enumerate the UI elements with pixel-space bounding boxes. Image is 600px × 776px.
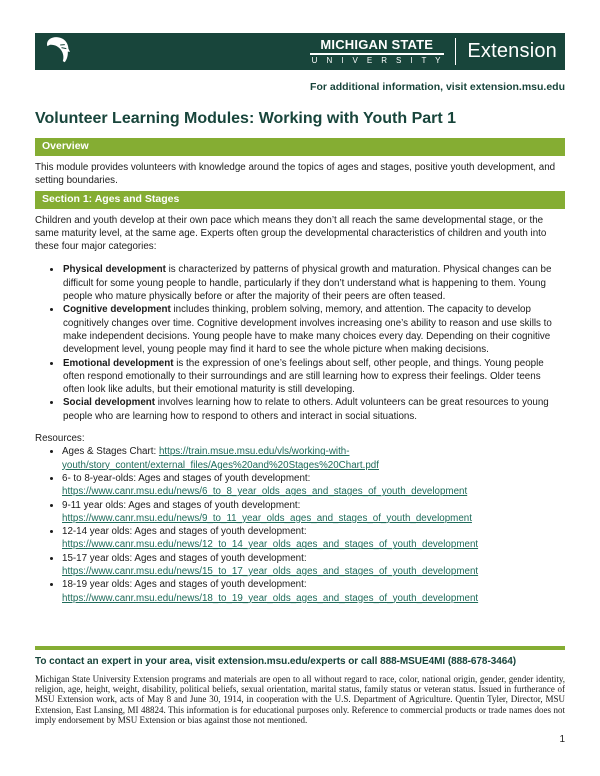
bullet-cognitive-development [62,303,565,356]
resource-18-to-19 [62,578,565,605]
resource-label: 6- to 8-year-olds: Ages and stages of youth development: [62,472,311,484]
resources-label: Resources: [35,433,85,445]
section1-header: Section 1: Ages and Stages [35,191,565,209]
nondiscrimination-disclaimer: Michigan State University Extension programs and materials are open to all without regard to race, color, national origin, gender, gender identity, religion, age, height, weight, disability, political beliefs, sexual orientation, marital status, family status or veteran status. Issued in furtherance of MSU Extension work, acts of May 8 and June 30, 1914, in cooperation with the U.S. Department of Agriculture. Quentin Tyler, Director, MSU Extension, East Lansing, MI 48824. This information is for educational purposes only. Reference to commercial products or trade names does not imply endorsement by MSU Extension or bias against those not mentioned. [35,674,565,725]
msu-extension-brand [310,38,557,66]
bullet-lead: Physical development [63,264,166,276]
resource-link[interactable]: https://www.canr.msu.edu/news/9_to_11_year_olds_ages_and_stages_of_youth_development [62,512,472,524]
overview-section-header: Overview [35,138,565,156]
bullet-text: involves learning how to relate to others. Adult volunteers can be great resources to young people who are learning how to respond to others and interact in social situations. [63,397,549,422]
resource-link[interactable]: https://www.canr.msu.edu/news/15_to_17_year_olds_ages_and_stages_of_youth_development [62,566,479,578]
page-footer [35,646,565,745]
bullet-text: includes thinking, problem solving, memory, and attention. The capacity to develop cognitively changes over time. Cognitive development involves increasing one’s ability to reason and use skills to make independent decisions. Young people have to make many choices every day. Depending on their cognitive development level, young people may find it hard to see the whole picture when making decisions. [63,304,552,356]
bullet-social-development [62,396,565,423]
page-number: 1 [559,734,565,746]
resource-link[interactable]: https://www.canr.msu.edu/news/18_to_19_year_olds_ages_and_stages_of_youth_development [62,592,479,604]
bullet-lead: Cognitive development [63,304,171,316]
msu-header-banner [35,33,565,70]
wordmark-michigan-state: MICHIGAN STATE [310,38,444,55]
overview-body: This module provides volunteers with knowledge around the topics of ages and stages, positive youth development, and setting boundaries. [35,161,556,186]
resource-link[interactable]: https://www.canr.msu.edu/news/6_to_8_year_olds_ages_and_stages_of_youth_development [62,486,468,498]
resource-label: 15-17 year olds: Ages and stages of youth development: [62,552,307,564]
resource-ages-stages-chart [62,445,565,472]
bullet-lead: Social development [63,397,156,409]
resource-6-to-8 [62,472,565,499]
development-bullet-list [35,263,565,423]
bullet-physical-development [62,263,565,303]
resources-list [35,445,565,605]
bullet-emotional-development [62,357,565,397]
footer-divider [35,646,565,650]
extension-logo-text: Extension [467,40,557,62]
contact-expert-line: To contact an expert in your area, visit extension.msu.edu/experts or call 888-MSUE4MI (888-678-3464) [35,656,517,667]
info-tagline: For additional information, visit extension.msu.edu [310,81,565,93]
resource-link[interactable]: https://train.msue.msu.edu/vls/working-with-youth/story_content/external_files/Ages%20and%20Stages%20Chart.pdf [62,446,379,471]
resource-label: 18-19 year olds: Ages and stages of youth development: [62,579,307,591]
wordmark-university: U N I V E R S I T Y [311,56,444,66]
resource-9-to-11 [62,499,565,526]
msu-spartan-helmet-icon [45,36,70,67]
bullet-lead: Emotional development [63,357,174,369]
resource-15-to-17 [62,552,565,579]
msu-wordmark [310,38,444,66]
resource-label: 9-11 year olds: Ages and stages of youth development: [62,499,301,511]
bullet-text: is characterized by patterns of physical growth and maturation. Physical changes can be difficult for some young people to handle, particularly if they don’t understand what is happening to them. Young people who mature physically before or after the majority of their peers are often teased. [63,264,552,303]
resource-label: 12-14 year olds: Ages and stages of youth development: [62,526,307,538]
brand-divider [455,38,457,65]
resource-link[interactable]: https://www.canr.msu.edu/news/12_to_14_year_olds_ages_and_stages_of_youth_development [62,539,479,551]
page-title: Volunteer Learning Modules: Working with Youth Part 1 [35,110,457,127]
section1-intro: Children and youth develop at their own pace which means they don’t all reach the same developmental stage, or the same maturity level, at the same age. Experts often group the developmental characteristics of children and youth into these four major categories: [35,214,547,253]
resource-label: Ages & Stages Chart: [62,446,159,458]
bullet-text: is the expression of one’s feelings about self, other people, and things. Young people often respond emotionally to their surroundings and are still learning how to express their feelings. Older teens often look like adults, but their emotional maturity is still developing. [63,357,544,396]
resource-12-to-14 [62,525,565,552]
